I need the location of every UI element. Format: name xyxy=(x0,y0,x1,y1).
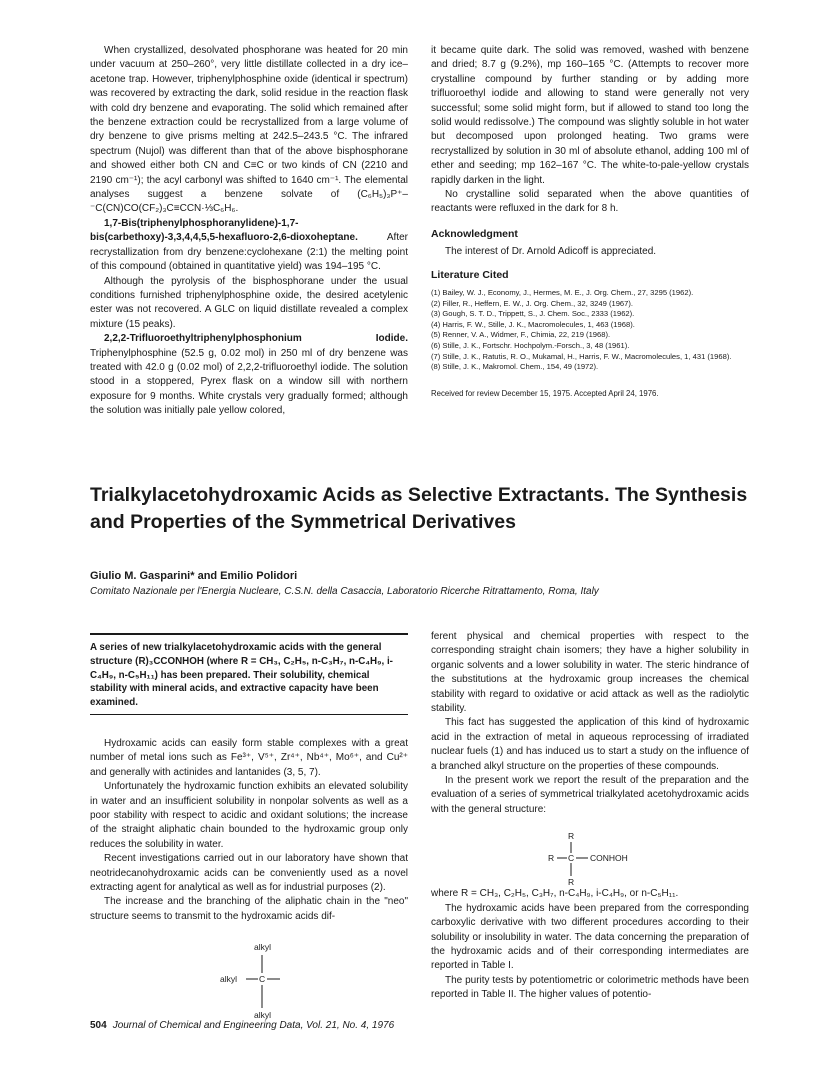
compound-heading: 1,7-Bis(triphenylphosphoranylidene)-1,7-bis(carbethoxy)-3,3,4,4,5,5-hexafluoro-2,6-dioxoheptane. xyxy=(90,217,358,244)
paragraph: In the present work we report the result of the preparation and the evaluation of a series of symmetrical trialkylated acetohydroxamic acids with the general structure: xyxy=(431,775,749,815)
reference-item: (7) Stille, J. K., Ratutis, R. O., Mukamal, H., Harris, F. W., Macromolecules, 1, 431 (1968). xyxy=(431,351,732,361)
hydroxamic-structure-diagram xyxy=(548,829,678,889)
journal-citation: Journal of Chemical and Engineering Data, Vol. 21, No. 4, 1976 xyxy=(112,1020,395,1031)
acknowledgment-text: The interest of Dr. Arnold Adicoff is appreciated. xyxy=(445,246,657,258)
prev-article-right-column xyxy=(431,44,749,401)
paragraph: The hydroxamic acids have been prepared from the corresponding carboxylic derivative with two different procedures according to their solubility or insolubility in water. The data concerning the preparation of the hydroxamic acids and of their corresponding intermediates are reported in Table I. xyxy=(431,902,749,972)
article-left-column xyxy=(90,737,408,924)
structure-label-left: alkyl xyxy=(220,974,238,984)
article-abstract: A series of new trialkylacetohydroxamic acids with the general structure (R)₃CCONHOH (where R = CH₃, C₂H₅, n-C₃H₇, n-C₄H₉, i-C₄H₉, n-C₅H₁₁) has been prepared. Their solubility, chemical stability with mineral acids, and extractive capacity have been examined. xyxy=(90,642,393,709)
paragraph: ferent physical and chemical properties with respect to the corresponding straight chain isomers; they have a higher solubility in organic solvents and a lower solubility in water. The steric hindrance of the substitutions at the hydroxamic group increases the chemical stability with regard to oxidative or acid attack as well as the radiolytic stability. xyxy=(431,631,749,715)
abstract-bottom-rule xyxy=(90,714,408,715)
paragraph: This fact has suggested the application of this kind of hydroxamic acid in the extraction of metal in aqueous reprocessing of irradiated nuclear fuels (1) and has induced us to start a study on the influence of a branched alkyl structure on the properties of these compounds. xyxy=(431,717,749,772)
prev-article-left-column xyxy=(90,44,408,419)
reference-item: (1) Bailey, W. J., Economy, J., Hermes, M. E., J. Org. Chem., 27, 3295 (1962). xyxy=(431,288,694,298)
reference-item: (8) Stille, J. K., Makromol. Chem., 154, 49 (1972). xyxy=(431,362,599,372)
literature-cited-heading: Literature Cited xyxy=(431,268,509,281)
paragraph: Recent investigations carried out in our laboratory have shown that neotridecanohydroxamic acids can be conveniently used as a novel extracting agent for analytical as well as for industrial purposes (2). xyxy=(90,853,408,894)
paragraph: where R = CH₃, C₂H₅, C₃H₇, n-C₄H₉, i-C₄H₉, or n-C₅H₁₁. xyxy=(431,888,679,900)
structure-label-top: R xyxy=(568,831,575,841)
structure-label-top: alkyl xyxy=(254,942,272,952)
reference-item: (5) Renner, V. A., Widmer, F., Chimia, 22, 219 (1968). xyxy=(431,330,611,340)
alkyl-structure-diagram xyxy=(222,942,302,1026)
paragraph: Unfortunately the hydroxamic function exhibits an elevated solubility in water and an insufficient solubility in nonpolar solvents as well as a poor stability with respect to acidic and oxidant solutions; the increase of the straight aliphatic chain bounded to the hydroxamic group only reduces the solubility in water. xyxy=(90,781,408,850)
page-number: 504 xyxy=(90,1020,107,1031)
received-date: Received for review December 15, 1975. Accepted April 24, 1976. xyxy=(431,388,659,398)
article-title: Trialkylacetohydroxamic Acids as Selective Extractants. The Synthesis and Properties of the Symmetrical Derivatives xyxy=(90,484,748,533)
paragraph: it became quite dark. The solid was removed, washed with benzene and dried; 8.7 g (9.2%), mp 160–165 °C. (Attempts to recover more crystalline compound by further standing or by adding more trifluoroethyl iodide and allowing to stand were generally not very successful; some solid might form, but if allowed to stand too long the solid would redissolve.) The compound was slightly soluble in hot water but decomposed upon prolonged heating. Two grams were recrystallized by solution in 30 ml of absolute ethanol, adding 100 ml of ether and seeding; mp 162–167 °C. The white-to-pale-yellow crystals rapidly darken in the light. xyxy=(431,45,749,186)
paragraph: Although the pyrolysis of the bisphosphorane under the usual conditions furnished triphenylphosphine oxide, the desired acetylenic ester was not recovered. A GLC on liquid distillate revealed a complex mixture (15 peaks). xyxy=(90,275,408,330)
reference-item: (4) Harris, F. W., Stille, J. K., Macromolecules, 1, 463 (1968). xyxy=(431,319,635,329)
reference-item: (6) Stille, J. K., Fortschr. Hochpolym.-Forsch., 3, 48 (1961). xyxy=(431,341,630,351)
paragraph: Hydroxamic acids can easily form stable complexes with a great number of metal ions such as Fe³⁺, V⁵⁺, Zr⁴⁺, Nb⁴⁺, Mo⁶⁺, and Cu²⁺ and generally with actinides and lantanides (3, 5, 7). xyxy=(90,738,408,778)
abstract-top-rule xyxy=(90,633,408,635)
structure-label-right: CONHOH xyxy=(590,853,628,863)
structure-label-bottom: alkyl xyxy=(254,1010,272,1020)
reference-item: (3) Gough, S. T. D., Trippett, S., J. Chem. Soc., 2333 (1962). xyxy=(431,309,635,319)
structure-label-bottom: R xyxy=(568,877,575,887)
paragraph: No crystalline solid separated when the above quantities of reactants were refluxed in the dark for 8 h. xyxy=(431,189,749,215)
reference-list xyxy=(431,288,749,373)
structure-center-atom: C xyxy=(568,853,575,863)
paragraph: When crystallized, desolvated phosphorane was heated for 20 min under vacuum at 250–260°, very little distillate collected in a dry ice–acetone trap. However, triphenylphosphine oxide (identical ir spectrum) was recovered by extracting the dark, solid residue in the reaction flask with cold dry benzene and evaporating. The solid which remained after the benzene extraction could be recrystallized from a large volume of dry benzene to give prisms melting at 242.5–243.5 °C. The infrared spectrum (Nujol) was different than that of the above bisphosphorane and showed either both CN and C≡C or two kinds of CN (2210 and 2190 cm⁻¹); the acyl carbonyl was shifted to 1640 cm⁻¹. The elemental analyses suggest a benzene solvate of (C₆H₅)₃P⁺–⁻C(CN)CO(CF₂)₃C≡CCN·⅓C₆H₆. xyxy=(90,45,408,215)
structure-label-left: R xyxy=(548,853,555,863)
compound-heading: 2,2,2-Trifluoroethyltriphenylphosphonium Iodide. xyxy=(104,333,408,345)
paragraph: 1,7-Bis(triphenylphosphoranylidene)-1,7-bis(carbethoxy)-3,3,4,4,5,5-hexafluoro-2,6-dioxoheptane. After recrystallization from dry benzene:cyclohexane (2:1) the melting point of this compound (obtained in quantitative yield) was 194–195 °C. xyxy=(90,217,408,273)
paragraph: The increase and the branching of the aliphatic chain in the "neo" structure seems to transmit to the hydroxamic acids dif- xyxy=(90,896,408,922)
reference-item: (2) Filler, R., Heffern, E. W., J. Org. Chem., 32, 3249 (1967). xyxy=(431,298,634,308)
article-authors: Giulio M. Gasparini* and Emilio Polidori xyxy=(90,570,298,582)
article-affiliation: Comitato Nazionale per l'Energia Nucleare, C.S.N. della Casaccia, Laboratorio Ricerche Ritrattamento, Roma, Italy xyxy=(90,586,599,597)
page-footer xyxy=(90,1020,394,1031)
structure-center-atom: C xyxy=(259,974,266,984)
acknowledgment-heading: Acknowledgment xyxy=(431,227,518,240)
paragraph: The purity tests by potentiometric or colorimetric methods have been reported in Table II. The higher values of potentio- xyxy=(431,974,749,1001)
paragraph: 2,2,2-Trifluoroethyltriphenylphosphonium Iodide. Triphenylphosphine (52.5 g, 0.02 mol) in 250 ml of dry benzene was treated with 42.0 g (0.02 mol) of 2,2,2-trifluoroethyl iodide. The solution stood in a stoppered, Pyrex flask on a window sill with northern exposure for 9 months. White crystals very gradually formed; although the solution was initially pale yellow colored, xyxy=(90,333,408,417)
article-right-column xyxy=(431,630,749,1003)
